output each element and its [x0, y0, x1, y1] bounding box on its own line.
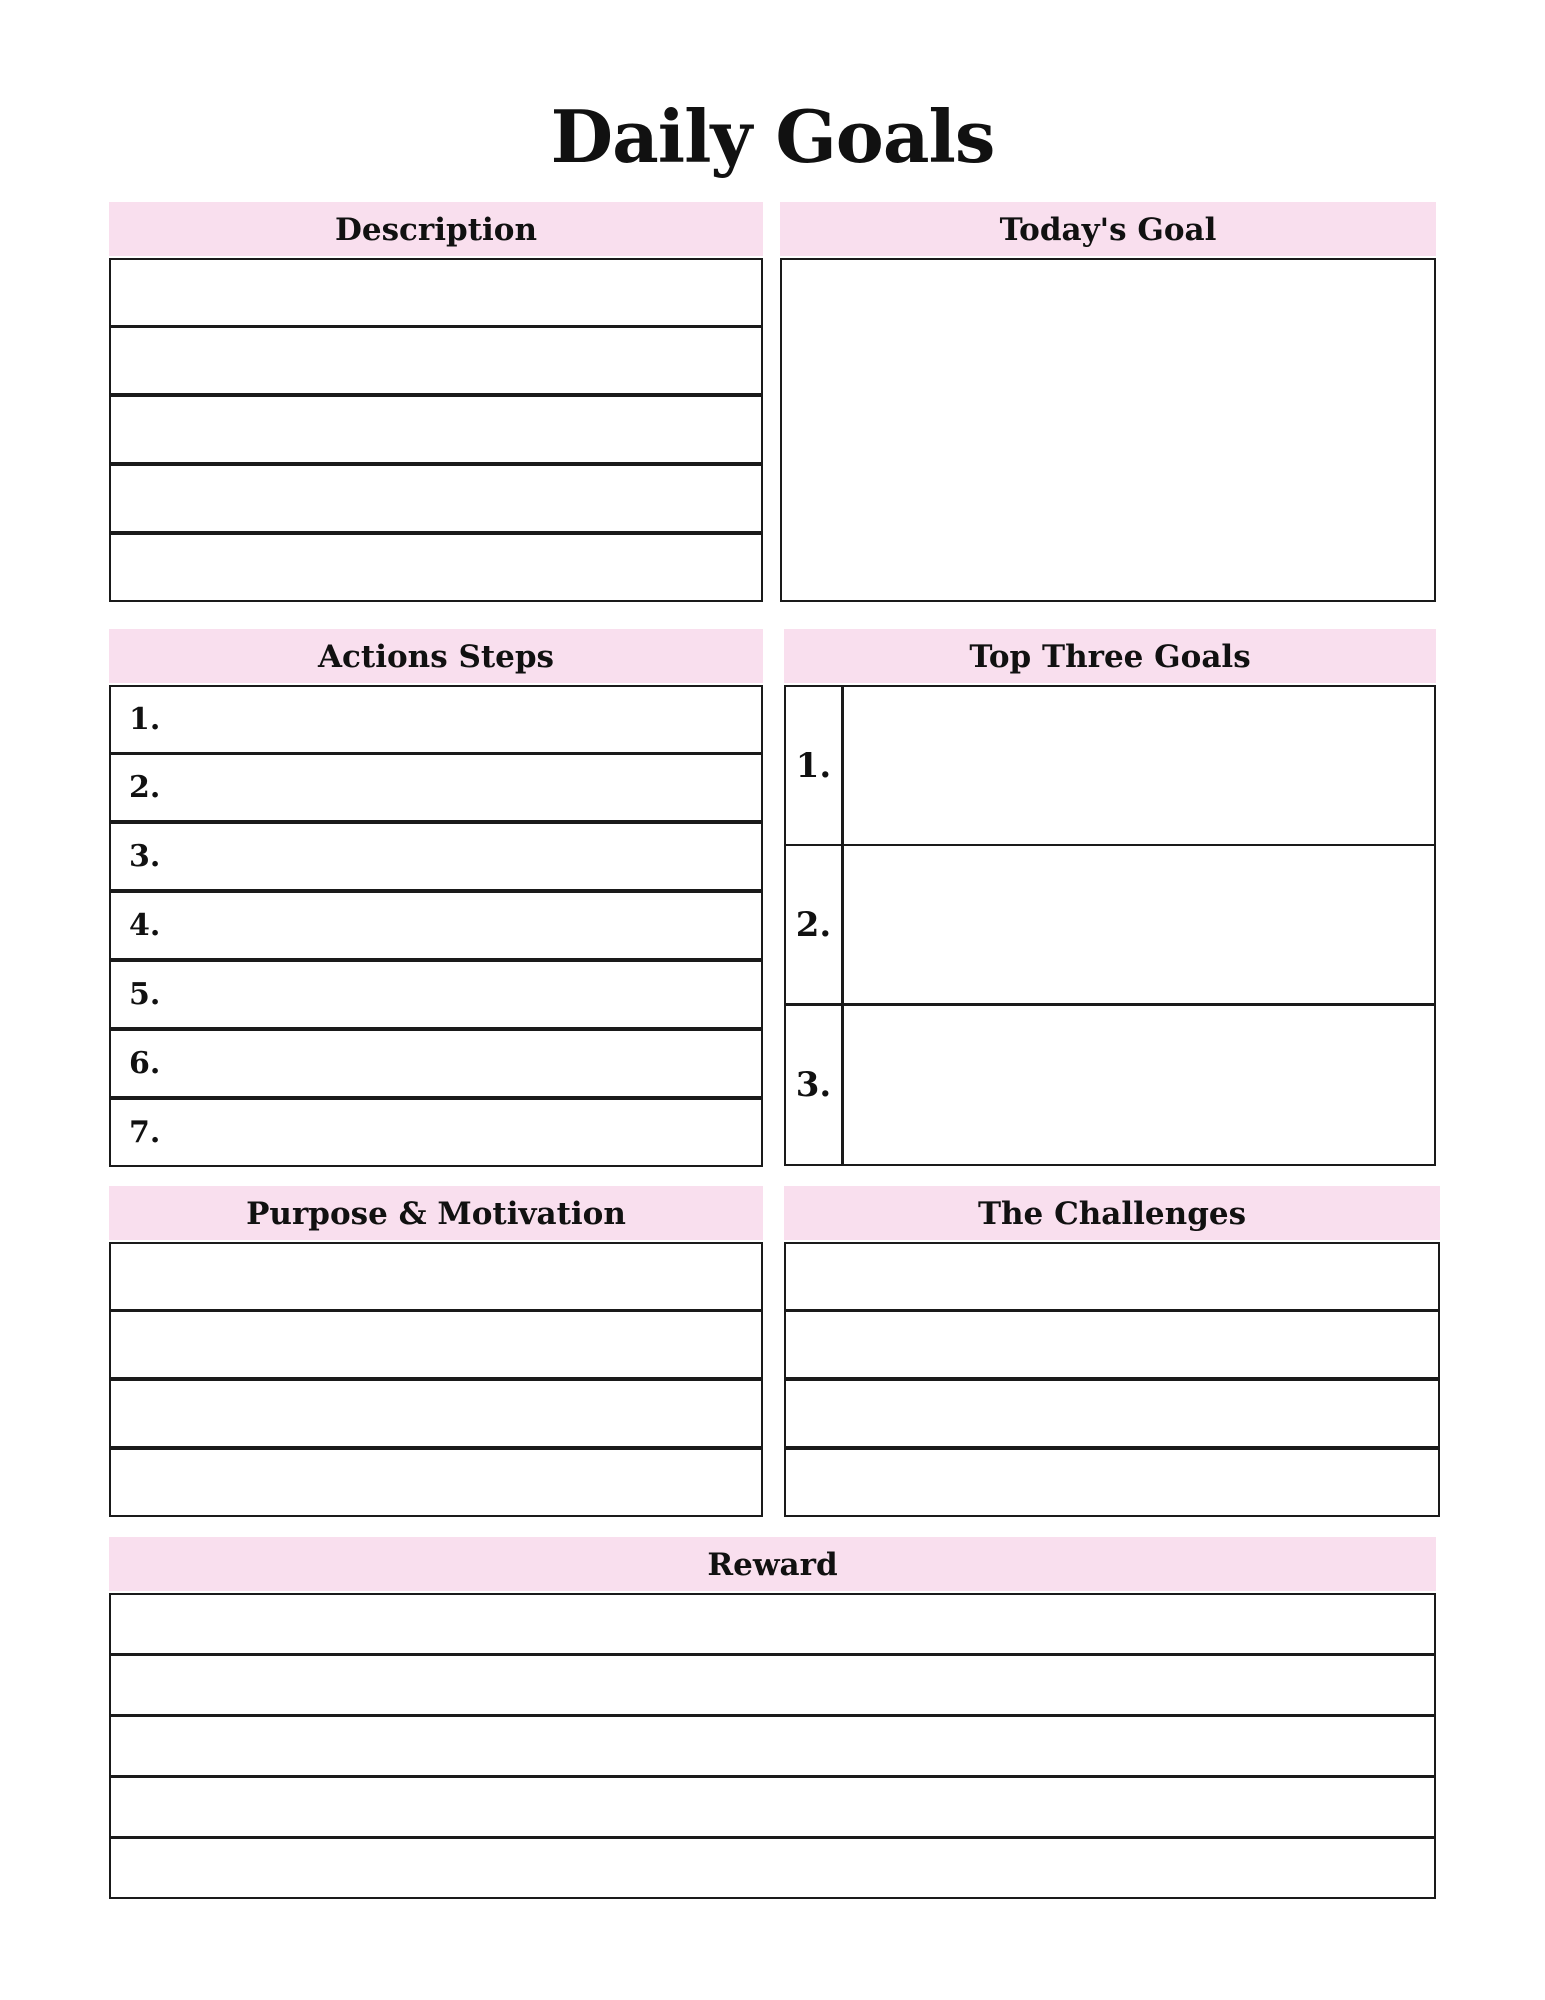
action-step-row[interactable] [109, 822, 763, 891]
reward-line[interactable] [109, 1776, 1436, 1838]
top-goal-field[interactable] [844, 846, 1434, 1003]
page-title: Daily Goals [550, 94, 995, 179]
description-line[interactable] [109, 464, 763, 533]
reward-header: Reward [109, 1537, 1436, 1591]
action-step-number: 4. [129, 908, 161, 943]
purpose-line[interactable] [109, 1242, 763, 1311]
top-goal-field[interactable] [844, 687, 1434, 844]
reward-line[interactable] [109, 1654, 1436, 1716]
description-line[interactable] [109, 258, 763, 327]
challenge-line[interactable] [784, 1242, 1440, 1311]
description-line[interactable] [109, 395, 763, 464]
action-step-row[interactable] [109, 960, 763, 1029]
todays-goal-box[interactable] [780, 258, 1436, 602]
action-step-number: 7. [129, 1115, 161, 1150]
top-goal-row [784, 844, 1436, 1005]
action-step-row[interactable] [109, 891, 763, 960]
challenge-line[interactable] [784, 1448, 1440, 1517]
purpose-line[interactable] [109, 1379, 763, 1448]
top-goal-number: 1. [786, 687, 844, 844]
description-header: Description [109, 202, 763, 256]
top-goal-row [784, 685, 1436, 846]
purpose-line[interactable] [109, 1448, 763, 1517]
action-step-row[interactable] [109, 753, 763, 822]
top-three-goals-header: Top Three Goals [784, 629, 1436, 683]
action-step-number: 2. [129, 770, 161, 805]
action-step-number: 6. [129, 1046, 161, 1081]
top-goal-number: 2. [786, 846, 844, 1003]
action-step-number: 3. [129, 839, 161, 874]
reward-line[interactable] [109, 1715, 1436, 1777]
purpose-motivation-header: Purpose & Motivation [109, 1186, 763, 1240]
reward-line[interactable] [109, 1593, 1436, 1655]
action-step-number: 1. [129, 702, 161, 737]
description-line[interactable] [109, 533, 763, 602]
action-step-row[interactable] [109, 685, 763, 754]
action-step-row[interactable] [109, 1029, 763, 1098]
purpose-line[interactable] [109, 1310, 763, 1379]
action-step-number: 5. [129, 977, 161, 1012]
top-goal-row [784, 1004, 1436, 1166]
todays-goal-header: Today's Goal [780, 202, 1436, 256]
challenges-header: The Challenges [784, 1186, 1440, 1240]
reward-line[interactable] [109, 1837, 1436, 1899]
challenge-line[interactable] [784, 1310, 1440, 1379]
top-goal-number: 3. [786, 1006, 844, 1164]
challenge-line[interactable] [784, 1379, 1440, 1448]
description-line[interactable] [109, 326, 763, 395]
action-steps-header: Actions Steps [109, 629, 763, 683]
action-step-row[interactable] [109, 1098, 763, 1167]
top-goal-field[interactable] [844, 1006, 1434, 1164]
